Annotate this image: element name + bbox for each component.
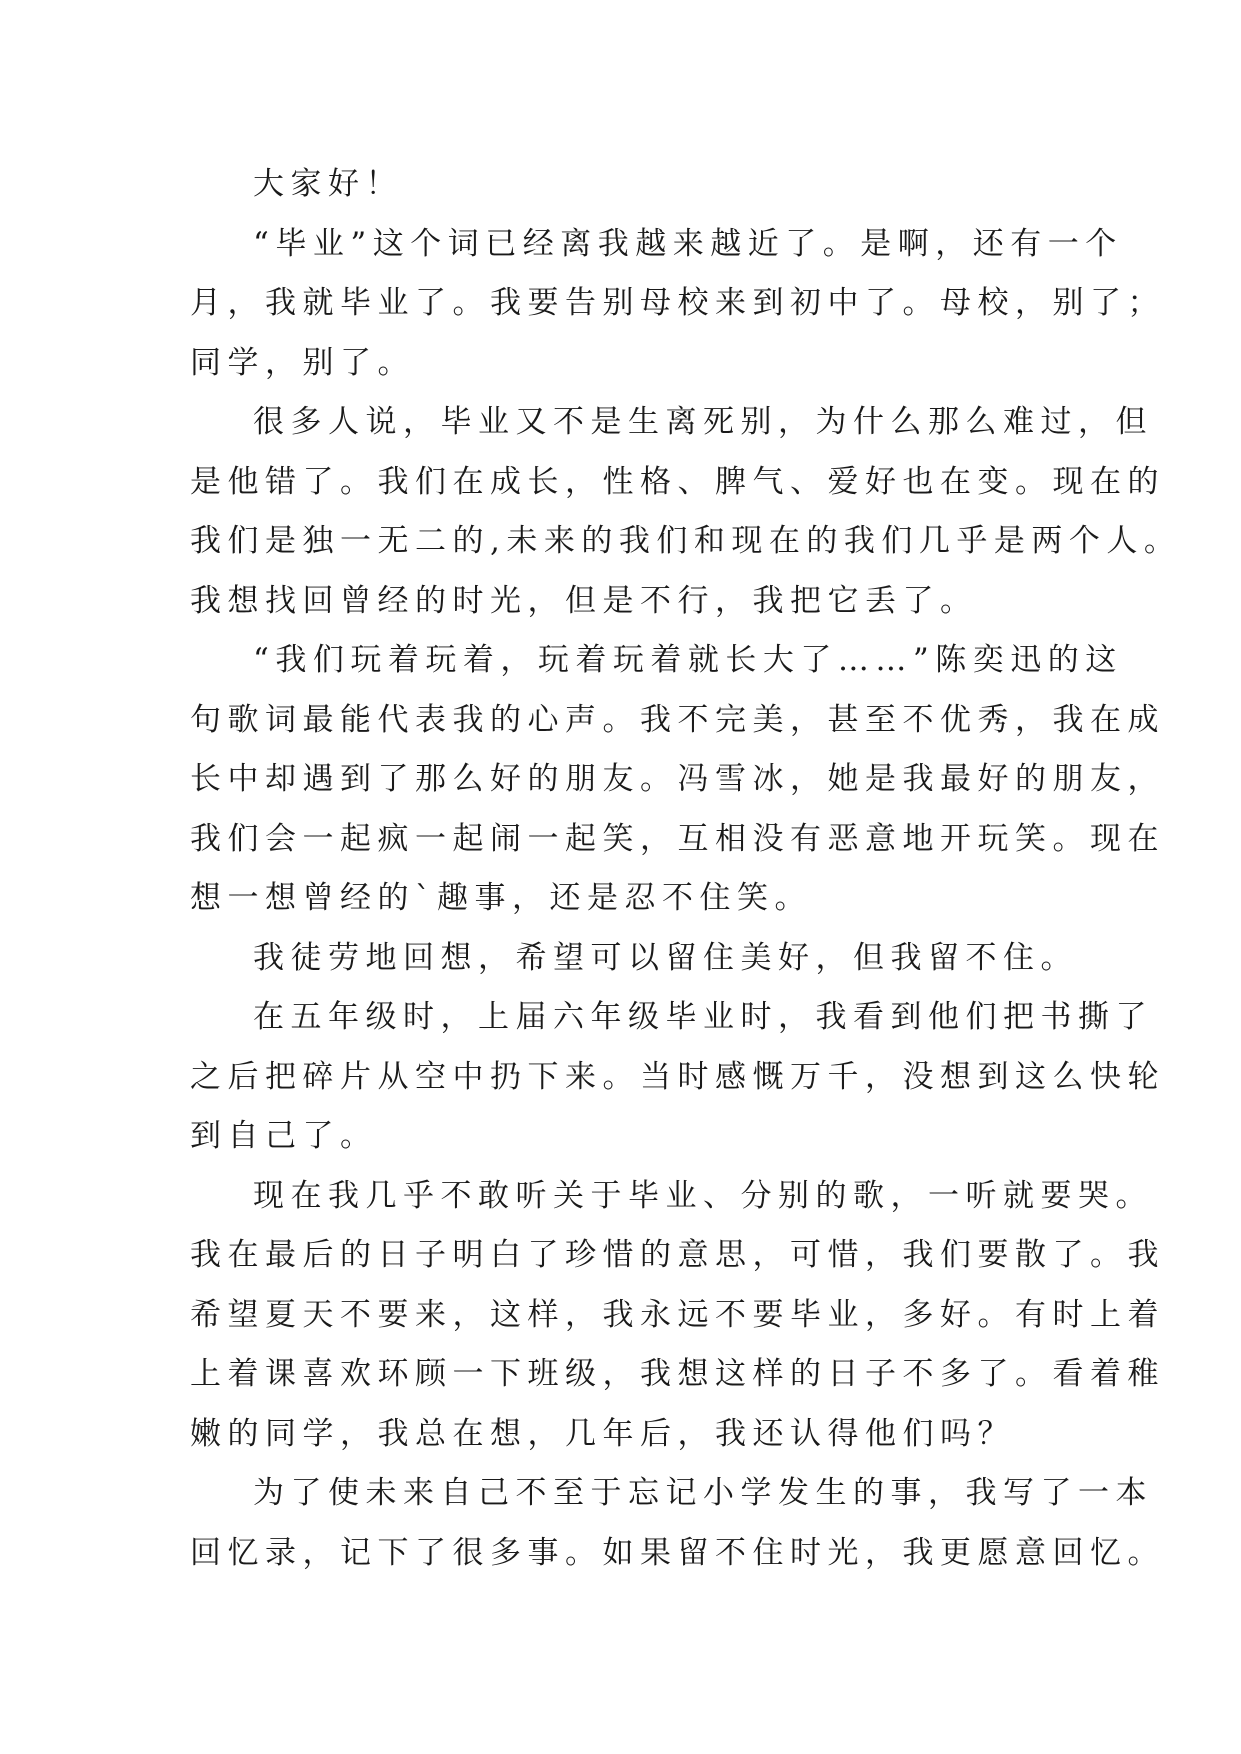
text-line: 我们是独一无二的,未来的我们和现在的我们几乎是两个人。 (190, 523, 1182, 559)
text-line: 我徒劳地回想，希望可以留住美好，但我留不住。 (253, 939, 1078, 976)
paragraph-growing-up (190, 393, 1182, 631)
text-line: 我在最后的日子明白了珍惜的意思，可惜，我们要散了。我 (190, 1237, 1165, 1273)
paragraph-friends (190, 631, 1165, 929)
text-line: 上着课喜欢环顾一下班级，我想这样的日子不多了。看着稚 (190, 1356, 1165, 1392)
text-line: 在五年级时，上届六年级毕业时，我看到他们把书撕了 (253, 999, 1153, 1035)
text-line: 句歌词最能代表我的心声。我不完美，甚至不优秀，我在成 (190, 701, 1165, 738)
paragraph-memoir (190, 1464, 1165, 1583)
text-line: 希望夏天不要来，这样，我永远不要毕业，多好。有时上着 (190, 1296, 1165, 1333)
text-line: 想一想曾经的`趣事，还是忍不住笑。 (190, 880, 812, 916)
text-line: 为了使未来自己不至于忘记小学发生的事，我写了一本 (253, 1475, 1153, 1511)
text-line: 长中却遇到了那么好的朋友。冯雪冰，她是我最好的朋友， (190, 761, 1165, 797)
text-line: 同学，别了。 (190, 344, 415, 381)
paragraph-graduation-approach (190, 215, 1165, 394)
text-line: 嫩的同学，我总在想，几年后，我还认得他们吗？ (190, 1415, 1015, 1452)
text-line: “我们玩着玩着，玩着玩着就长大了……”陈奕迅的这 (253, 642, 1123, 678)
document-body (190, 155, 1182, 1583)
paragraph-greeting (190, 155, 1070, 215)
text-line: 月，我就毕业了。我要告别母校来到初中了。母校，别了； (190, 285, 1165, 321)
paragraph-recall (190, 929, 1078, 989)
paragraph-cherish (190, 1167, 1165, 1465)
text-line: 大家好！ (253, 166, 403, 202)
text-line: 之后把碎片从空中扔下来。当时感慨万千，没想到这么快轮 (190, 1058, 1165, 1095)
text-line: 回忆录，记下了很多事。如果留不住时光，我更愿意回忆。 (190, 1534, 1165, 1571)
text-line: 我想找回曾经的时光，但是不行，我把它丢了。 (190, 582, 978, 619)
paragraph-fifth-grade (190, 988, 1165, 1167)
text-line: 到自己了。 (190, 1118, 378, 1154)
text-line: 我们会一起疯一起闹一起笑，互相没有恶意地开玩笑。现在 (190, 820, 1165, 857)
text-line: 是他错了。我们在成长，性格、脾气、爱好也在变。现在的 (190, 463, 1165, 500)
text-line: 很多人说，毕业又不是生离死别，为什么那么难过，但 (253, 404, 1153, 440)
text-line: “毕业”这个词已经离我越来越近了。是啊，还有一个 (253, 225, 1123, 262)
text-line: 现在我几乎不敢听关于毕业、分别的歌，一听就要哭。 (253, 1177, 1153, 1214)
